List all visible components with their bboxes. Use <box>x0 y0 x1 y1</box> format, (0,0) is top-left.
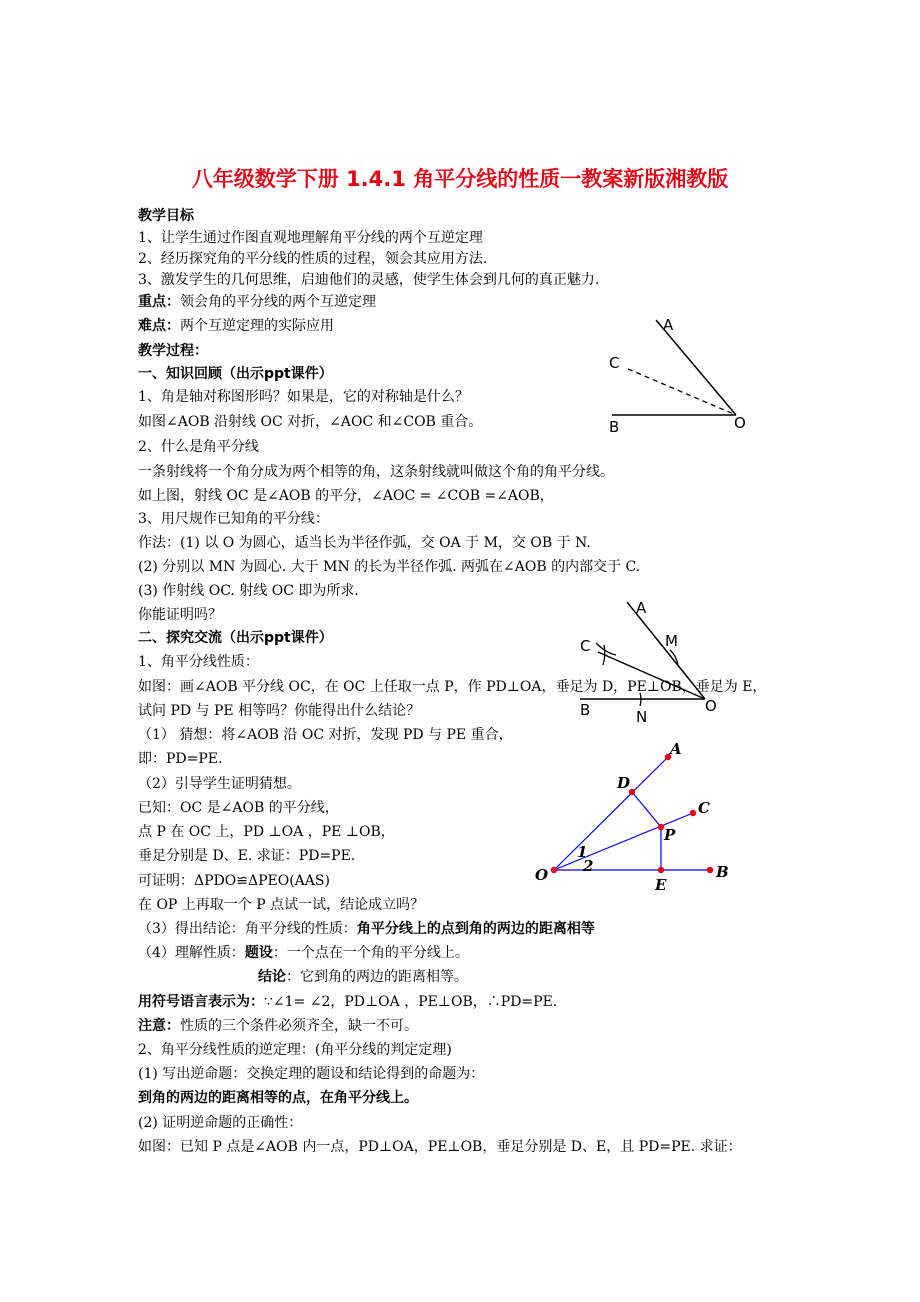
point-c <box>690 810 696 816</box>
label-key-point: 重点： <box>138 294 180 310</box>
text-line: 你能证明吗？ <box>138 607 222 623</box>
page-title: 八年级数学下册 1.4.1 角平分线的性质一教案新版湘教版 <box>191 167 729 191</box>
converse-statement: 到角的两边的距离相等的点，在角平分线上。 <box>138 1090 418 1106</box>
text-line: 1、角平分线性质： <box>138 654 259 670</box>
label-a: A <box>636 599 647 617</box>
label-angle-1: 1 <box>577 843 588 861</box>
conclusion-prefix: （3）得出结论：角平分线的性质： <box>138 921 357 937</box>
text-line: 如图∠AOB 沿射线 OC 对折，∠AOC 和∠COB 重合。 <box>138 414 483 430</box>
text-line <box>138 1016 418 1036</box>
label-m: M <box>665 632 678 650</box>
text-line <box>138 292 376 312</box>
text-line: 2、什么是角平分线 <box>138 439 259 455</box>
note-text: 性质的三个条件必须齐全，缺一不可。 <box>180 1018 418 1034</box>
label-a: A <box>670 740 682 758</box>
figure-angle-bisector <box>600 312 770 437</box>
ray-oa <box>656 320 736 415</box>
hypothesis-text: ：一个点在一个角的平分线上。 <box>272 945 469 961</box>
text-line <box>138 316 334 336</box>
text-line: 3、激发学生的几何思维，启迪他们的灵感，使学生体会到几何的真正魅力. <box>138 272 600 288</box>
text-line: 1、角是轴对称图形吗？如果是，它的对称轴是什么？ <box>138 389 469 405</box>
label-o: O <box>705 697 717 715</box>
section-heading: 二、探究交流（出示ppt课件） <box>138 630 333 646</box>
text-line: 如图：已知 P 点是∠AOB 内一点，PD⊥OA，PE⊥OB，垂足分别是 D、E，且 PD=PE. 求证： <box>138 1139 742 1155</box>
text-line: 2、经历探究角的平分线的性质的过程，领会其应用方法. <box>138 251 488 267</box>
label-c: C <box>698 799 710 817</box>
text-line: 点 P 在 OC 上，PD ⊥OA ，PE ⊥OB， <box>138 824 395 840</box>
label-hypothesis: 题设 <box>244 945 273 961</box>
text-line: 如上图，射线 OC 是∠AOB 的平分，∠AOC = ∠COB =∠AOB， <box>138 488 554 504</box>
text-line: 教学目标 <box>138 208 194 224</box>
text-line: 一条射线将一个角分成为两个相等的角，这条射线就叫做这个角的角平分线。 <box>138 464 614 480</box>
label-o: O <box>734 414 746 432</box>
label-conclusion: 结论 <box>258 969 286 985</box>
text-line <box>138 943 469 963</box>
difficulty-text: 两个互逆定理的实际应用 <box>180 318 334 334</box>
label-b: B <box>716 863 729 881</box>
symbolic-text: ∵∠1= ∠2，PD⊥OA ，PE⊥OB，∴PD=PE. <box>264 994 558 1010</box>
figure-construction <box>570 595 760 730</box>
text-line: 3、用尺规作已知角的平分线： <box>138 511 329 527</box>
understand-prefix: （4）理解性质： <box>138 945 245 961</box>
text-line: (1) 写出逆命题：交换定理的题设和结论得到的命题为： <box>138 1066 485 1082</box>
ray-oc <box>628 369 736 415</box>
text-line: 已知：OC 是∠AOB 的平分线， <box>138 800 339 816</box>
text-line: 作法：(1) 以 O 为圆心，适当长为半径作弧，交 OA 于 M，交 OB 于 N. <box>138 535 591 551</box>
text-line: （1） 猜想：将∠AOB 沿 OC 对折，发现 PD 与 PE 重合， <box>138 727 513 743</box>
text-line <box>138 919 595 939</box>
label-difficulty: 难点： <box>138 318 180 334</box>
text-line: (2) 证明逆命题的正确性： <box>138 1115 303 1131</box>
label-c: C <box>580 637 591 655</box>
label-e: E <box>655 876 667 894</box>
text-line <box>258 967 468 987</box>
text-line: 可证明：ΔPDO≌ΔPEO(AAS) <box>138 873 330 889</box>
point-b <box>707 867 713 873</box>
label-note: 注意： <box>138 1018 180 1034</box>
text-line: 2、角平分线性质的逆定理：(角平分线的判定定理) <box>138 1042 452 1058</box>
label-c: C <box>609 354 620 372</box>
text-line: 垂足分别是 D、E. 求证：PD=PE. <box>138 848 356 864</box>
section-heading: 一、知识回顾（出示ppt课件） <box>138 366 333 382</box>
label-p: P <box>664 826 676 844</box>
label-d: D <box>617 774 631 792</box>
figure-perpendiculars <box>530 740 740 895</box>
label-a: A <box>663 316 674 334</box>
segment-pd <box>632 792 661 827</box>
text-line: 在 OP 上再取一个 P 点试一试，结论成立吗？ <box>138 897 425 913</box>
label-n: N <box>636 708 648 726</box>
label-b: B <box>609 418 620 436</box>
text-line: 试问 PD 与 PE 相等吗？你能得出什么结论？ <box>138 703 421 719</box>
text-line <box>138 992 557 1012</box>
conclusion-text: ：它到角的两边的距离相等。 <box>286 969 468 985</box>
text-line: 如图：画∠AOB 平分线 OC，在 OC 上任取一点 P，作 PD⊥OA，垂足为 D，PE⊥OB，垂足为 E， <box>138 679 767 695</box>
text-line: (2) 分别以 MN 为圆心. 大于 MN 的长为半径作弧. 两弧在∠AOB 的内部交于 C. <box>138 559 641 575</box>
text-line: 即：PD=PE. <box>138 751 223 767</box>
ray-oa <box>554 757 668 870</box>
text-line: （2）引导学生证明猜想。 <box>138 776 301 792</box>
label-o: O <box>535 866 549 884</box>
key-point-text: 领会角的平分线的两个互逆定理 <box>180 294 376 310</box>
label-symbolic: 用符号语言表示为： <box>138 994 264 1010</box>
label-angle-2: 2 <box>583 857 594 875</box>
label-b: B <box>580 701 591 719</box>
text-line: 教学过程： <box>138 343 208 359</box>
text-line: 1、让学生通过作图直观地理解角平分线的两个互逆定理 <box>138 230 483 246</box>
point-e <box>658 867 664 873</box>
text-line: (3) 作射线 OC. 射线 OC 即为所求. <box>138 583 359 599</box>
point-o <box>551 867 557 873</box>
ray-oc <box>598 652 705 699</box>
property-statement: 角平分线上的点到角的两边的距离相等 <box>356 921 595 937</box>
